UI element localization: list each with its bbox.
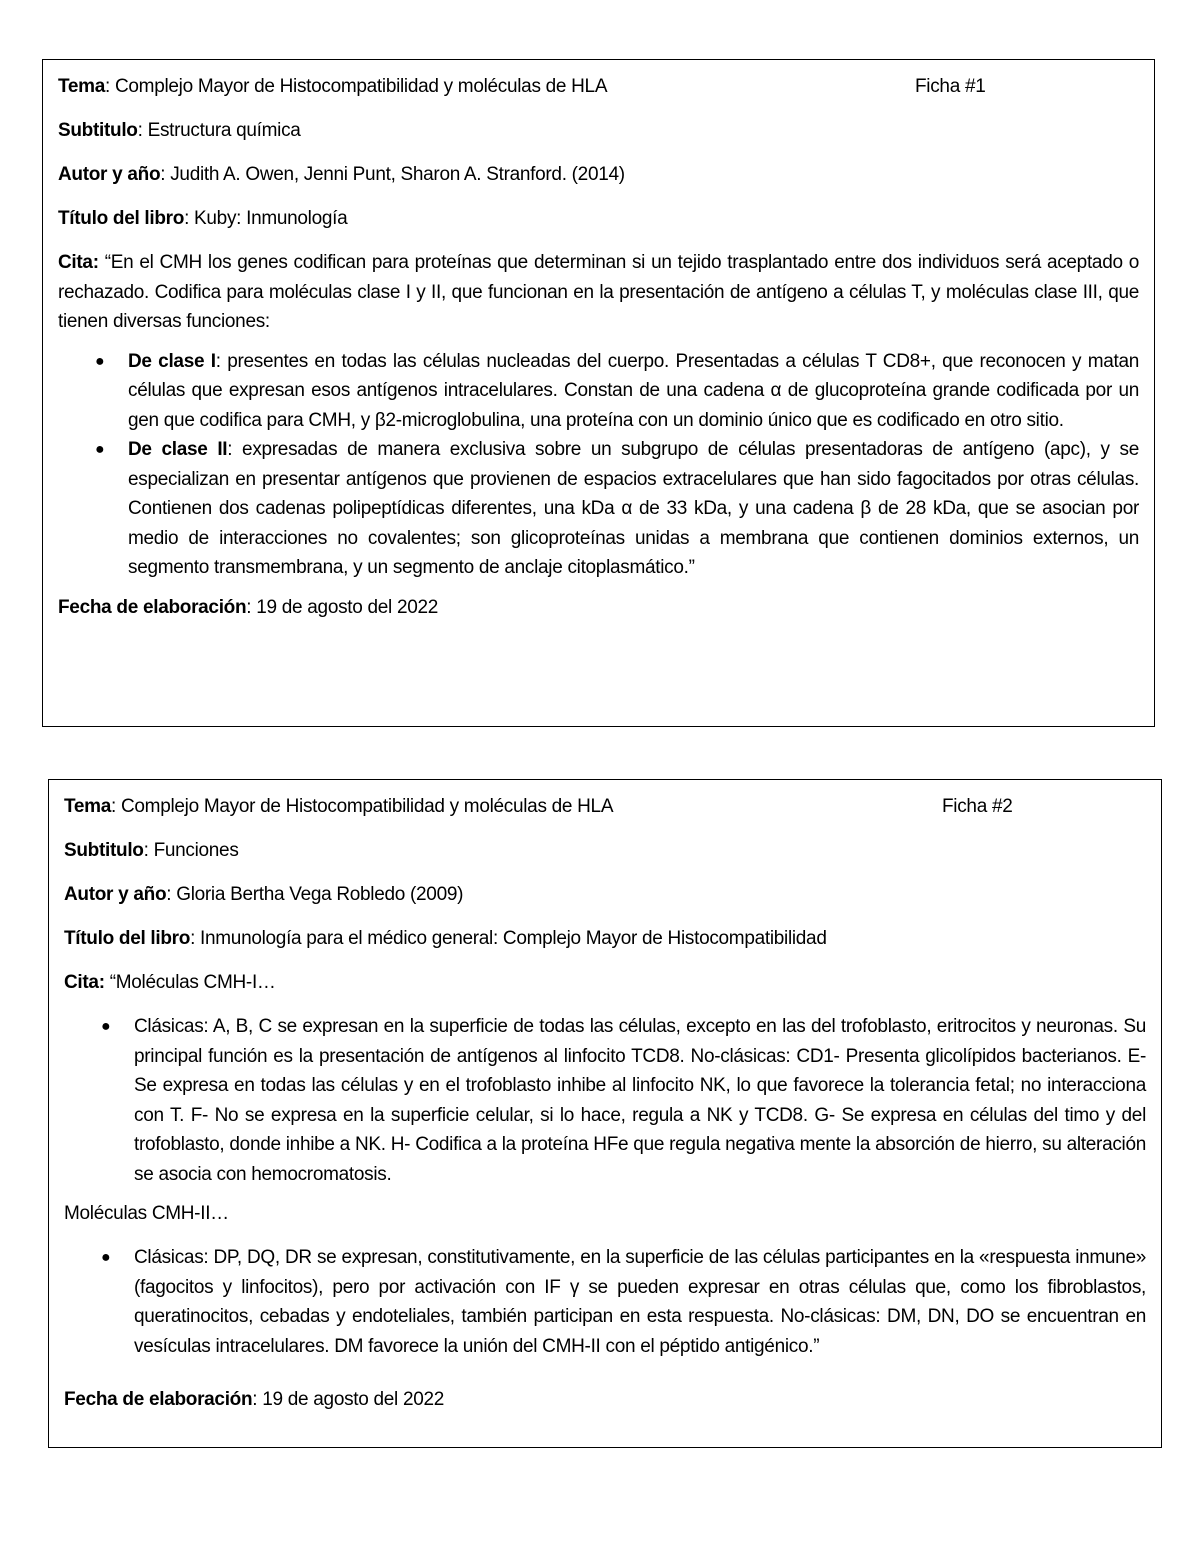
cita-label: Cita: bbox=[58, 252, 99, 273]
ficha-card-1 bbox=[42, 59, 1155, 727]
titulo-row bbox=[64, 924, 1146, 953]
ficha-card-2 bbox=[48, 779, 1162, 1448]
cita-value: “En el CMH los genes codifican para proteínas que determinan si un tejido trasplantado entre dos individuos será aceptado o rechazado. Codifica para moléculas clase I y II, que funcionan en la presentación de antígeno a células T, y moléculas clase III, que tienen diversas funciones: bbox=[58, 252, 1139, 332]
subtitulo-value: : Estructura química bbox=[137, 120, 301, 141]
bullet-icon: ● bbox=[95, 352, 105, 370]
tema-label: Tema bbox=[64, 796, 112, 817]
fecha-label: Fecha de elaboración bbox=[58, 596, 247, 618]
list-item bbox=[101, 1243, 1146, 1361]
ficha-number: Ficha #2 bbox=[942, 796, 1013, 817]
subtitulo-row bbox=[58, 116, 1139, 145]
titulo-label: Título del libro bbox=[58, 208, 185, 229]
bullet-label: De clase I bbox=[128, 350, 216, 372]
fecha-value: : 19 de agosto del 2022 bbox=[246, 596, 439, 618]
subtitulo-label: Subtitulo bbox=[64, 840, 144, 861]
cita-value: “Moléculas CMH-I… bbox=[104, 972, 276, 993]
autor-label: Autor y año bbox=[58, 164, 161, 185]
list-item bbox=[95, 435, 1139, 583]
cita-paragraph bbox=[58, 248, 1139, 337]
tema-row bbox=[58, 72, 1139, 101]
bullet-icon: ● bbox=[101, 1249, 111, 1266]
bullet-list bbox=[58, 347, 1139, 583]
bullet-text: : expresadas de manera exclusiva sobre un subgrupo de células presentadoras de antígeno (apc), y se especializan en presentar antígenos que provienen de espacios extracelulares que han sido fagocitados por otras células. Contienen dos cadenas polipeptídicas diferentes, una kDa α de 33 kDa, y una cadena β de 28 kDa, que se asocian por medio de interacciones no covalentes; son glicoproteínas unidas a membrana que contienen dominios externos, un segmento transmembrana, y un segmento de anclaje citoplasmático.” bbox=[128, 439, 1139, 578]
titulo-row bbox=[58, 204, 1139, 233]
bullet-label: De clase II bbox=[128, 439, 228, 460]
list-item bbox=[95, 347, 1139, 436]
titulo-value: : Kuby: Inmunología bbox=[184, 208, 348, 229]
subtitulo-value: : Funciones bbox=[143, 840, 239, 861]
bullet-text: Clásicas: A, B, C se expresan en la superficie de todas las células, excepto en las del trofoblasto, eritrocitos y neuronas. Su principal función es la presentación de antígenos al linfocito TCD8. No-clásicas: CD1- Presenta glicolípidos bacterianos. E- Se expresa en todas las células y en el trofoblasto inhibe al linfocito NK, lo que favorece la tolerancia fetal; no interacciona con T. F- No se expresa en la superficie celular, si lo hace, regula a NK y TCD8. G- Se expresa en células del timo y del trofoblasto, donde inhibe a NK. H- Codifica a la proteína HFe que regula negativa mente la absorción de hierro, su alteración se asocia con hemocromatosis. bbox=[134, 1016, 1146, 1185]
list-item bbox=[101, 1012, 1146, 1189]
tema-value: : Complejo Mayor de Histocompatibilidad y moléculas de HLA bbox=[105, 76, 608, 97]
bullet-icon: ● bbox=[101, 1018, 111, 1035]
titulo-label: Título del libro bbox=[64, 928, 191, 949]
subtitulo-label: Subtitulo bbox=[58, 120, 138, 141]
cita-row bbox=[64, 968, 1146, 997]
bullet-icon: ● bbox=[95, 441, 105, 458]
autor-row bbox=[58, 160, 1139, 189]
subtitulo-row bbox=[64, 836, 1146, 865]
bullet-text: Clásicas: DP, DQ, DR se expresan, constitutivamente, en la superficie de las células participantes en la «respuesta inmune» (fagocitos y linfocitos), pero por activación con IF γ se pueden expresar en otras células que, como los fibroblastos, queratinocitos, cebadas y endoteliales, también participan en esta respuesta. No-clásicas: DM, DN, DO se encuentran en vesículas intracelulares. DM favorece la unión del CMH-II con el péptido antigénico.” bbox=[134, 1247, 1146, 1357]
fecha-value: : 19 de agosto del 2022 bbox=[252, 1389, 445, 1410]
moleculas-cmh-ii-heading: Moléculas CMH-II… bbox=[64, 1203, 229, 1224]
fecha-row bbox=[58, 593, 1139, 622]
autor-value: : Gloria Bertha Vega Robledo (2009) bbox=[166, 884, 464, 905]
autor-row bbox=[64, 880, 1146, 909]
autor-value: : Judith A. Owen, Jenni Punt, Sharon A. Stranford. (2014) bbox=[160, 164, 625, 185]
bullet-list-cmh-ii bbox=[64, 1243, 1146, 1361]
fecha-row bbox=[64, 1385, 1146, 1414]
bullet-list-cmh-i bbox=[64, 1012, 1146, 1189]
fecha-label: Fecha de elaboración bbox=[64, 1389, 253, 1410]
titulo-value: : Inmunología para el médico general: Complejo Mayor de Histocompatibilidad bbox=[190, 928, 827, 949]
bullet-text: : presentes en todas las células nucleadas del cuerpo. Presentadas a células T CD8+, que reconocen y matan células que expresan esos antígenos intracelulares. Constan de una cadena α de glucoproteína grande codificada por un gen que codifica para CMH, y β2-microglobulina, una proteína con un dominio único que es codificado en otro sitio. bbox=[128, 350, 1139, 431]
ficha-number: Ficha #1 bbox=[915, 76, 986, 97]
autor-label: Autor y año bbox=[64, 884, 167, 905]
cita-label: Cita: bbox=[64, 972, 105, 993]
tema-label: Tema bbox=[58, 76, 106, 97]
tema-row bbox=[64, 792, 1146, 821]
tema-value: : Complejo Mayor de Histocompatibilidad y moléculas de HLA bbox=[111, 796, 614, 817]
